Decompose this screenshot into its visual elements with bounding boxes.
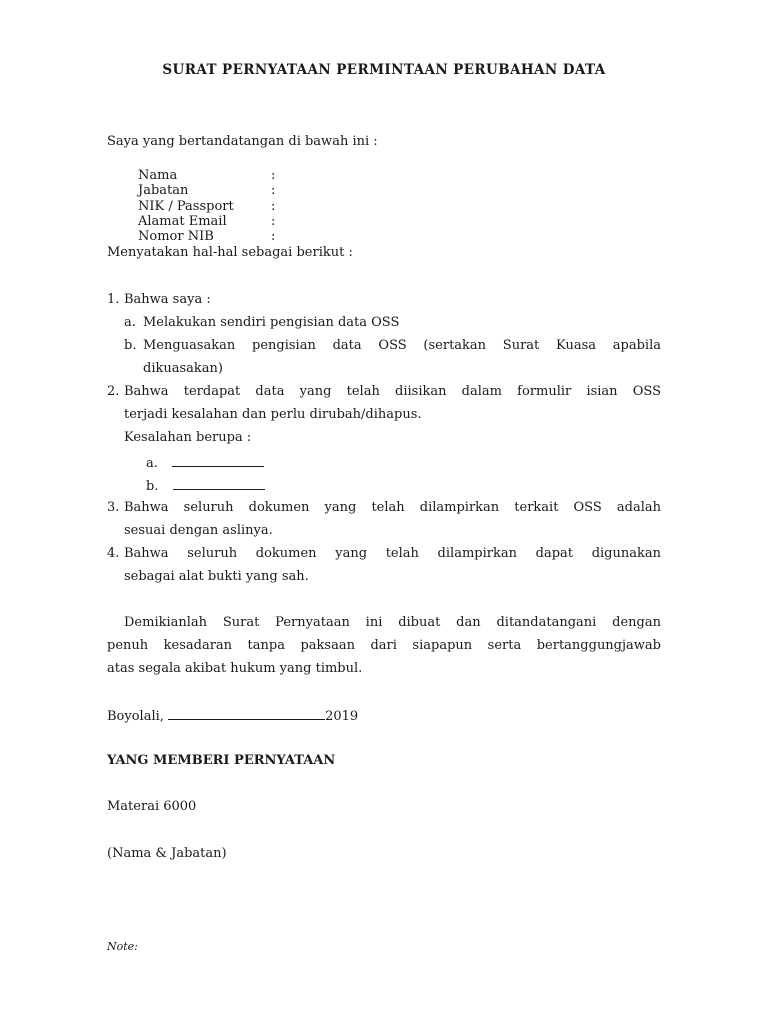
list-item-continued: sesuai dengan aslinya. <box>124 523 273 538</box>
list-item: Bahwa seluruh dokumen yang telah dilampirkan terkait OSS adalah <box>124 500 661 515</box>
field-colon: : <box>271 229 276 244</box>
list-item-continued: terjadi kesalahan dan perlu dirubah/dihapus. <box>124 407 422 422</box>
error-line-b <box>146 477 265 495</box>
field-label-email: Alamat Email <box>138 214 227 229</box>
field-label-nama: Nama <box>138 168 178 183</box>
place-date <box>107 707 358 725</box>
field-label-jabatan: Jabatan <box>138 183 189 198</box>
list-number: 1. <box>107 292 120 307</box>
place: Boyolali, <box>107 709 164 724</box>
intro-text: Saya yang bertandatangan di bawah ini : <box>107 134 378 149</box>
sublist-letter: b. <box>146 479 159 494</box>
list-item: Bahwa saya : <box>124 292 211 307</box>
field-colon: : <box>271 199 276 214</box>
blank-line <box>173 477 265 490</box>
list-number: 4. <box>107 546 120 561</box>
sublist-item: Menguasakan pengisian data OSS (sertakan Surat Kuasa apabila <box>143 338 661 353</box>
document-title: SURAT PERNYATAAN PERMINTAAN PERUBAHAN DATA <box>162 62 606 78</box>
sublist-item-continued: dikuasakan) <box>143 361 223 376</box>
blank-line <box>172 454 264 467</box>
field-colon: : <box>271 168 276 183</box>
note-label: Note: <box>107 940 138 953</box>
list-item-continued: sebagai alat bukti yang sah. <box>124 569 309 584</box>
list-item: Bahwa seluruh dokumen yang telah dilampirkan dapat digunakan <box>124 546 661 561</box>
statement-intro: Menyatakan hal-hal sebagai berikut : <box>107 245 353 260</box>
stamp-label: Materai 6000 <box>107 799 197 814</box>
closing-paragraph: atas segala akibat hukum yang timbul. <box>107 661 363 676</box>
error-heading: Kesalahan berupa : <box>124 430 252 445</box>
date-blank-line <box>168 707 325 720</box>
list-item: Bahwa terdapat data yang telah diisikan dalam formulir isian OSS <box>124 384 661 399</box>
list-number: 2. <box>107 384 120 399</box>
closing-paragraph: penuh kesadaran tanpa paksaan dari siapapun serta bertanggungjawab <box>107 638 661 653</box>
list-number: 3. <box>107 500 120 515</box>
field-colon: : <box>271 183 276 198</box>
sublist-letter: a. <box>124 315 136 330</box>
signatory-heading: YANG MEMBERI PERNYATAAN <box>107 753 336 768</box>
year: 2019 <box>325 709 359 724</box>
field-colon: : <box>271 214 276 229</box>
field-label-nib: Nomor NIB <box>138 229 214 244</box>
sublist-letter: a. <box>146 456 158 471</box>
sublist-item: Melakukan sendiri pengisian data OSS <box>143 315 400 330</box>
closing-paragraph: Demikianlah Surat Pernyataan ini dibuat dan ditandatangani dengan <box>124 615 661 630</box>
field-label-nik: NIK / Passport <box>138 199 234 214</box>
error-line-a <box>146 454 264 472</box>
name-position-label: (Nama & Jabatan) <box>107 846 227 861</box>
sublist-letter: b. <box>124 338 137 353</box>
